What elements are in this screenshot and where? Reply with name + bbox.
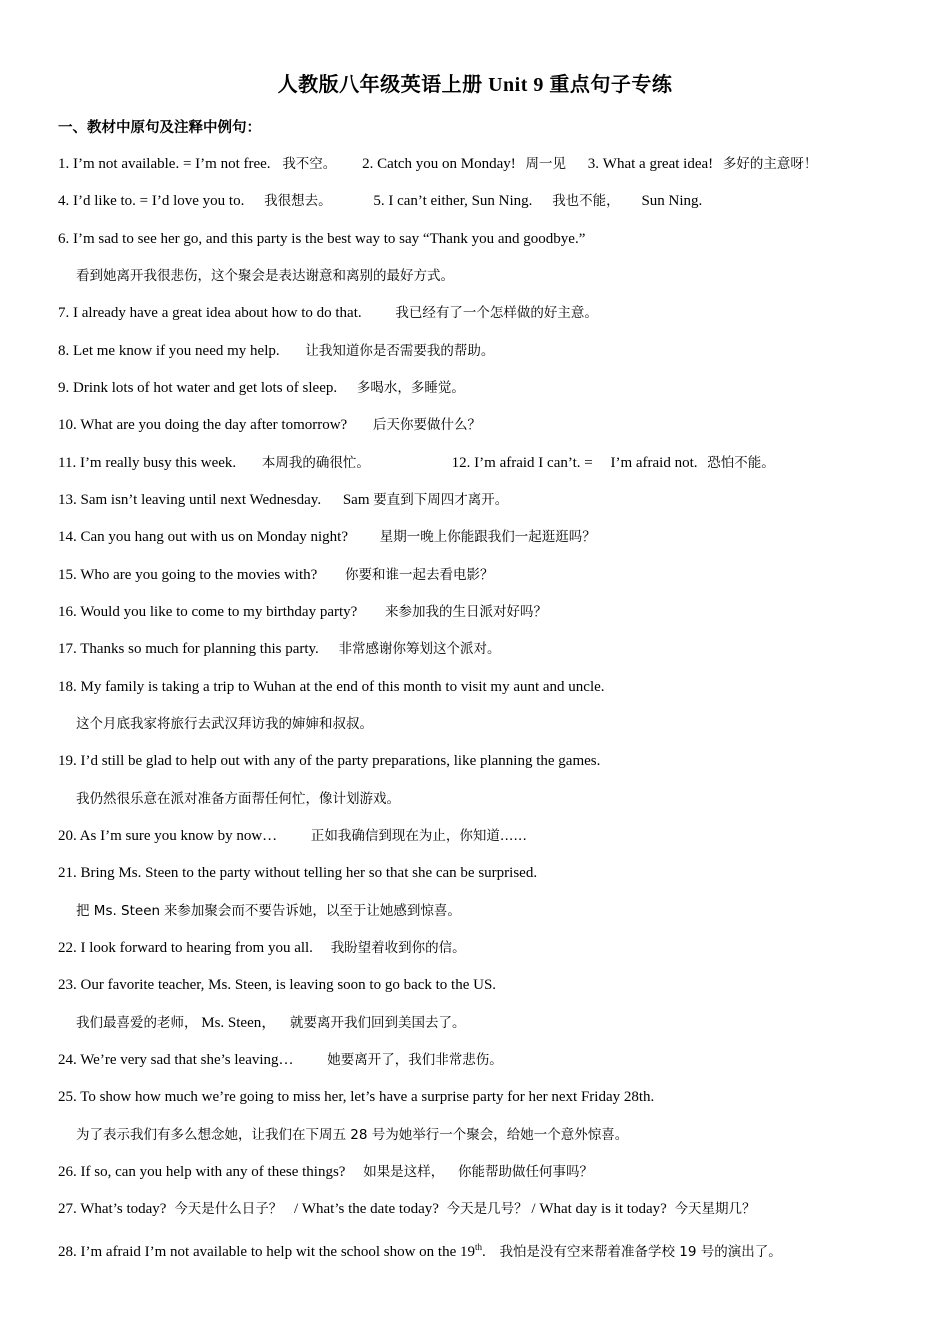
sentence-28-en-tail: . [482,1244,486,1260]
sentence-row-2 [58,191,702,211]
sentence-4-zh: 我很想去。 [264,193,332,209]
sentence-7-zh: 我已经有了一个怎样做的好主意。 [395,305,598,321]
sentence-10-en: 10. What are you doing the day after tomorrow? [58,417,348,433]
sentence-24-zh: 她要离开了，我们非常悲伤。 [327,1052,503,1068]
sentence-27-zh1: 今天是什么日子？ [174,1201,283,1217]
sentence-27-zh3: 今天星期几？ [674,1201,756,1217]
sentence-28 [58,1237,782,1262]
sentence-6-zh: 看到她离开我很悲伤，这个聚会是表达谢意和离别的最好方式。 [76,268,454,284]
sentence-16 [58,602,547,622]
sentence-26 [58,1162,593,1182]
sentence-23-zh-part2: 就要离开我们回到美国去了。 [290,1015,466,1031]
sentence-3-en: 3. What a great idea! [587,156,714,172]
sentence-18-en: 18. My family is taking a trip to Wuhan at the end of this month to visit my aunt and uncle. [58,679,605,695]
sentence-25-zh: 为了表示我们有多么想念她，让我们在下周五 28 号为她举行一个聚会，给她一个意外惊喜。 [76,1127,629,1143]
sentence-20 [58,826,527,846]
sentence-27 [58,1199,756,1219]
sentence-23-zh-part1: 我们最喜爱的老师， [76,1015,198,1031]
sentence-10-zh: 后天你要做什么？ [372,417,481,433]
sentence-21-en: 21. Bring Ms. Steen to the party without telling her so that she can be surprised. [58,865,538,881]
sentence-27-en1: 27. What’s today? [58,1201,167,1217]
sentence-12-en: 12. I’m afraid I can’t. = [451,455,593,471]
sentence-16-en: 16. Would you like to come to my birthday party? [58,604,358,620]
sentence-18-zh: 这个月底我家将旅行去武汉拜访我的婶婶和叔叔。 [76,716,373,732]
sentence-9-en: 9. Drink lots of hot water and get lots of sleep. [58,380,338,396]
sentence-8-zh: 让我知道你是否需要我的帮助。 [305,343,495,359]
sentence-15-en: 15. Who are you going to the movies with? [58,567,318,583]
sentence-1-zh: 我不空。 [282,156,337,172]
sentence-7 [58,303,598,323]
sentence-15 [58,565,494,585]
sentence-21-zh: 来参加聚会而不要告诉她，以至于让她感到惊喜。 [163,903,461,919]
sentence-3-zh: 多好的主意呀！ [722,156,818,172]
sentence-16-zh: 来参加我的生日派对好吗？ [385,604,548,620]
section-heading: 一、教材中原句及注释中例句： [58,120,261,136]
sentence-5-zh: 我也不能， [552,193,620,209]
sentence-9 [58,378,465,398]
page-title: 人教版八年级英语上册 Unit 9 重点句子专练 [277,74,673,96]
sentence-19-en: 19. I’d still be glad to help out with any of the party preparations, like planning the games. [58,753,601,769]
sentence-15-zh: 你要和谁一起去看电影？ [345,567,494,583]
sentence-14 [58,527,596,547]
sentence-28-sup: th [474,1242,482,1252]
sentence-13-zh-prefix: Sam [342,492,370,508]
sentence-13-en: 13. Sam isn’t leaving until next Wednesday. [58,492,322,508]
sentence-28-zh: 我怕是没有空来帮着准备学校 19 号的演出了。 [499,1244,782,1260]
sentence-10 [58,415,481,435]
sentence-12-zh: 恐怕不能。 [707,455,775,471]
sentence-8-en: 8. Let me know if you need my help. [58,343,280,359]
sentence-23-zh-line [76,1013,466,1033]
sentence-14-en: 14. Can you hang out with us on Monday night? [58,529,348,545]
sentence-17-en: 17. Thanks so much for planning this party. [58,641,319,657]
sentence-8 [58,341,494,361]
sentence-5-en-tail: Sun Ning. [641,193,703,209]
sentence-5-en: 5. I can’t either, Sun Ning. [373,193,533,209]
sentence-13 [58,490,508,510]
sentence-13-zh: 要直到下周四才离开。 [373,492,509,508]
sentence-11-zh: 本周我的确很忙。 [261,455,370,471]
sentence-25-en: 25. To show how much we’re going to miss her, let’s have a surprise party for her next Friday 28th. [58,1089,655,1105]
sentence-27-zh2: 今天是几号？ [446,1201,528,1217]
sentence-12-en2: I’m afraid not. [610,455,698,471]
sentence-21-zh-line [76,901,461,921]
sentence-22-en: 22. I look forward to hearing from you all. [58,940,313,956]
sentence-22-zh: 我盼望着收到你的信。 [330,940,466,956]
sentence-4-en: 4. I’d like to. = I’d love you to. [58,193,245,209]
sentence-9-zh: 多喝水，多睡觉。 [356,380,465,396]
sentence-26-zh-part2: 你能帮助做任何事吗？ [457,1164,593,1180]
sentence-row-11-12 [58,453,775,473]
sentence-21-zh-prefix: 把 Ms. Steen [76,903,161,919]
sentence-17 [58,639,501,659]
sentence-24 [58,1050,503,1070]
sentence-14-zh: 星期一晚上你能跟我们一起逛逛吗？ [379,529,596,545]
sentence-26-zh-part1: 如果是这样， [363,1164,445,1180]
sentence-7-en: 7. I already have a great idea about how to do that. [58,305,362,321]
sentence-11-en: 11. I’m really busy this week. [58,455,237,471]
sentence-2-zh: 周一见 [525,156,567,172]
sentence-19-zh: 我仍然很乐意在派对准备方面帮任何忙，像计划游戏。 [76,791,400,807]
sentence-23-zh-name: Ms. Steen， [201,1015,277,1031]
sentence-1-en: 1. I’m not available. = I’m not free. [58,156,271,172]
sentence-28-en: 28. I’m afraid I’m not available to help wit the school show on the 19 [58,1244,475,1260]
sentence-17-zh: 非常感谢你筹划这个派对。 [338,641,501,657]
sentence-22 [58,938,466,958]
sentence-27-en2: / What’s the date today? [293,1201,439,1217]
sentence-20-zh: 正如我确信到现在为止，你知道…… [310,828,527,844]
sentence-27-en3: / What day is it today? [531,1201,667,1217]
sentence-23-en: 23. Our favorite teacher, Ms. Steen, is leaving soon to go back to the US. [58,977,497,993]
sentence-24-en: 24. We’re very sad that she’s leaving… [58,1052,294,1068]
sentence-2-en: 2. Catch you on Monday! [362,156,516,172]
sentence-6-en: 6. I’m sad to see her go, and this party is the best way to say “Thank you and goodbye.” [58,231,586,247]
sentence-row-1 [58,154,817,174]
sentence-20-en: 20. As I’m sure you know by now… [58,828,278,844]
sentence-26-en: 26. If so, can you help with any of these things? [58,1164,346,1180]
